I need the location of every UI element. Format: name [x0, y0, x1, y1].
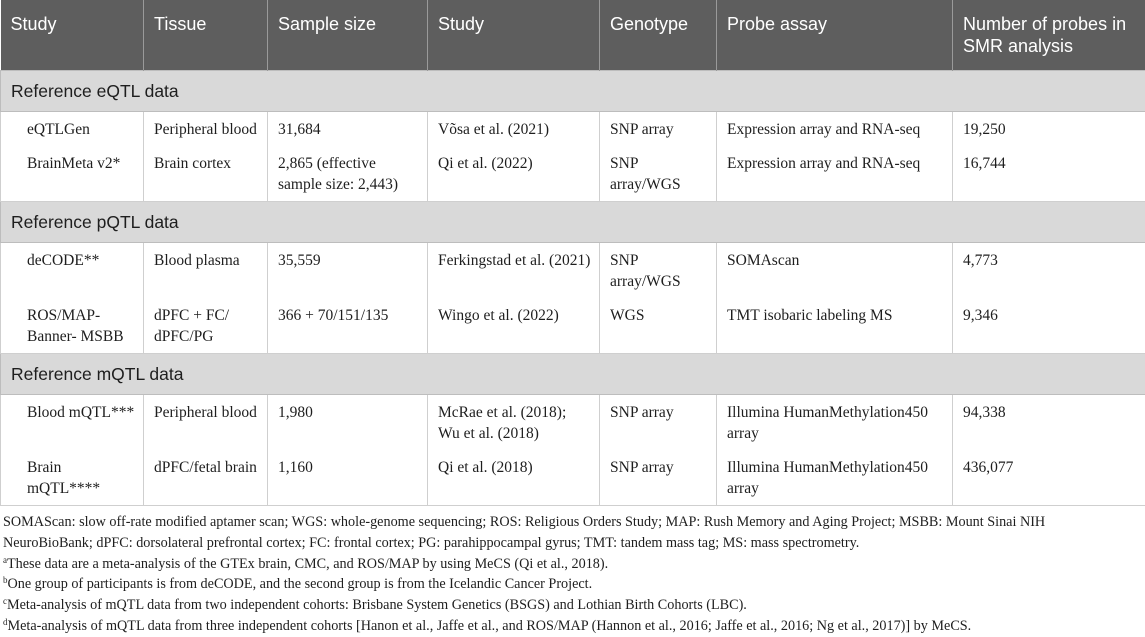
- footnote-text: One group of participants is from deCODE, and the second group is from the Icelandic Cancer Project.: [8, 576, 593, 592]
- cell-study-ref: Qi et al. (2022): [428, 146, 600, 202]
- cell-tissue: Peripheral blood: [144, 112, 268, 147]
- cell-study: ROS/MAP-Banner- MSBB: [1, 298, 144, 354]
- table-row: [1, 298, 1145, 354]
- cell-sample-size: 35,559: [268, 243, 428, 299]
- header-number-of-probes: Number of probes in SMR analysis: [953, 0, 1145, 71]
- footnote-mark: d: [3, 617, 8, 627]
- header-study-ref: Study: [428, 0, 600, 71]
- footnote-mark: b: [3, 575, 8, 585]
- cell-tissue: Blood plasma: [144, 243, 268, 299]
- section-title: Reference eQTL data: [1, 71, 1145, 112]
- footnote-d: [3, 616, 1135, 637]
- section-title: Reference pQTL data: [1, 202, 1145, 243]
- table-row: [1, 112, 1145, 147]
- cell-study: BrainMeta v2*: [1, 146, 144, 202]
- cell-number-of-probes: 94,338: [953, 395, 1145, 451]
- cell-study-ref: Ferkingstad et al. (2021): [428, 243, 600, 299]
- cell-probe-assay: TMT isobaric labeling MS: [717, 298, 953, 354]
- footnote-text: These data are a meta-analysis of the GTEx brain, CMC, and ROS/MAP by using MeCS (Qi et al., 2018).: [7, 556, 608, 572]
- cell-study: deCODE**: [1, 243, 144, 299]
- section-header-mqtl: [1, 354, 1145, 395]
- cell-probe-assay: SOMAscan: [717, 243, 953, 299]
- cell-number-of-probes: 436,077: [953, 450, 1145, 506]
- cell-genotype: SNP array/WGS: [600, 146, 717, 202]
- cell-genotype: SNP array/WGS: [600, 243, 717, 299]
- cell-probe-assay: Expression array and RNA-seq: [717, 146, 953, 202]
- header-sample-size: Sample size: [268, 0, 428, 71]
- cell-number-of-probes: 16,744: [953, 146, 1145, 202]
- cell-tissue: dPFC/fetal brain: [144, 450, 268, 506]
- footnote-text: Meta-analysis of mQTL data from three independent cohorts [Hanon et al., Jaffe et al., and ROS/MAP (Hannon et al., 2016; Jaffe et al., 2016; Ng et al., 2017)] by MeCS.: [8, 618, 972, 634]
- header-probe-assay: Probe assay: [717, 0, 953, 71]
- cell-sample-size: 366 + 70/151/135: [268, 298, 428, 354]
- cell-tissue: Brain cortex: [144, 146, 268, 202]
- cell-number-of-probes: 4,773: [953, 243, 1145, 299]
- cell-study-ref: Võsa et al. (2021): [428, 112, 600, 147]
- footnote-c: [3, 595, 1135, 616]
- cell-probe-assay: Expression array and RNA-seq: [717, 112, 953, 147]
- header-genotype: Genotype: [600, 0, 717, 71]
- cell-genotype: SNP array: [600, 395, 717, 451]
- cell-study: eQTLGen: [1, 112, 144, 147]
- footnote-b: [3, 574, 1135, 595]
- cell-tissue: Peripheral blood: [144, 395, 268, 451]
- footnote-mark: c: [3, 596, 7, 606]
- cell-genotype: SNP array: [600, 112, 717, 147]
- footnote-mark: a: [3, 555, 7, 565]
- abbreviations-note: SOMAScan: slow off-rate modified aptamer scan; WGS: whole-genome sequencing; ROS: Religious Orders Study; MAP: Rush Memory and Aging Project; MSBB: Mount Sinai NIH NeuroBioBank; dPFC: dorsolateral prefrontal cortex; FC: frontal cortex; PG: parahippocampal gyrus; TMT: tandem mass tag; MS: mass spectrometry.: [3, 512, 1135, 554]
- footnote-a: [3, 554, 1135, 575]
- table-row: [1, 146, 1145, 202]
- section-header-pqtl: [1, 202, 1145, 243]
- cell-study-ref: Qi et al. (2018): [428, 450, 600, 506]
- cell-sample-size: 2,865 (effective sample size: 2,443): [268, 146, 428, 202]
- cell-number-of-probes: 9,346: [953, 298, 1145, 354]
- header-tissue: Tissue: [144, 0, 268, 71]
- cell-number-of-probes: 19,250: [953, 112, 1145, 147]
- table-footnotes: [0, 506, 1145, 637]
- table-row: [1, 450, 1145, 506]
- cell-study-ref: McRae et al. (2018); Wu et al. (2018): [428, 395, 600, 451]
- cell-tissue: dPFC + FC/ dPFC/PG: [144, 298, 268, 354]
- header-study: Study: [1, 0, 144, 71]
- cell-study-ref: Wingo et al. (2022): [428, 298, 600, 354]
- table-row: [1, 395, 1145, 451]
- cell-probe-assay: Illumina HumanMethylation450 array: [717, 450, 953, 506]
- cell-genotype: SNP array: [600, 450, 717, 506]
- cell-sample-size: 1,160: [268, 450, 428, 506]
- table-row: [1, 243, 1145, 299]
- cell-genotype: WGS: [600, 298, 717, 354]
- cell-sample-size: 31,684: [268, 112, 428, 147]
- section-title: Reference mQTL data: [1, 354, 1145, 395]
- cell-probe-assay: Illumina HumanMethylation450 array: [717, 395, 953, 451]
- cell-sample-size: 1,980: [268, 395, 428, 451]
- section-header-eqtl: [1, 71, 1145, 112]
- cell-study: Brain mQTL****: [1, 450, 144, 506]
- header-row: [1, 0, 1145, 71]
- cell-study: Blood mQTL***: [1, 395, 144, 451]
- footnote-text: Meta-analysis of mQTL data from two independent cohorts: Brisbane System Genetics (BSGS) and Lothian Birth Cohorts (LBC).: [7, 597, 747, 613]
